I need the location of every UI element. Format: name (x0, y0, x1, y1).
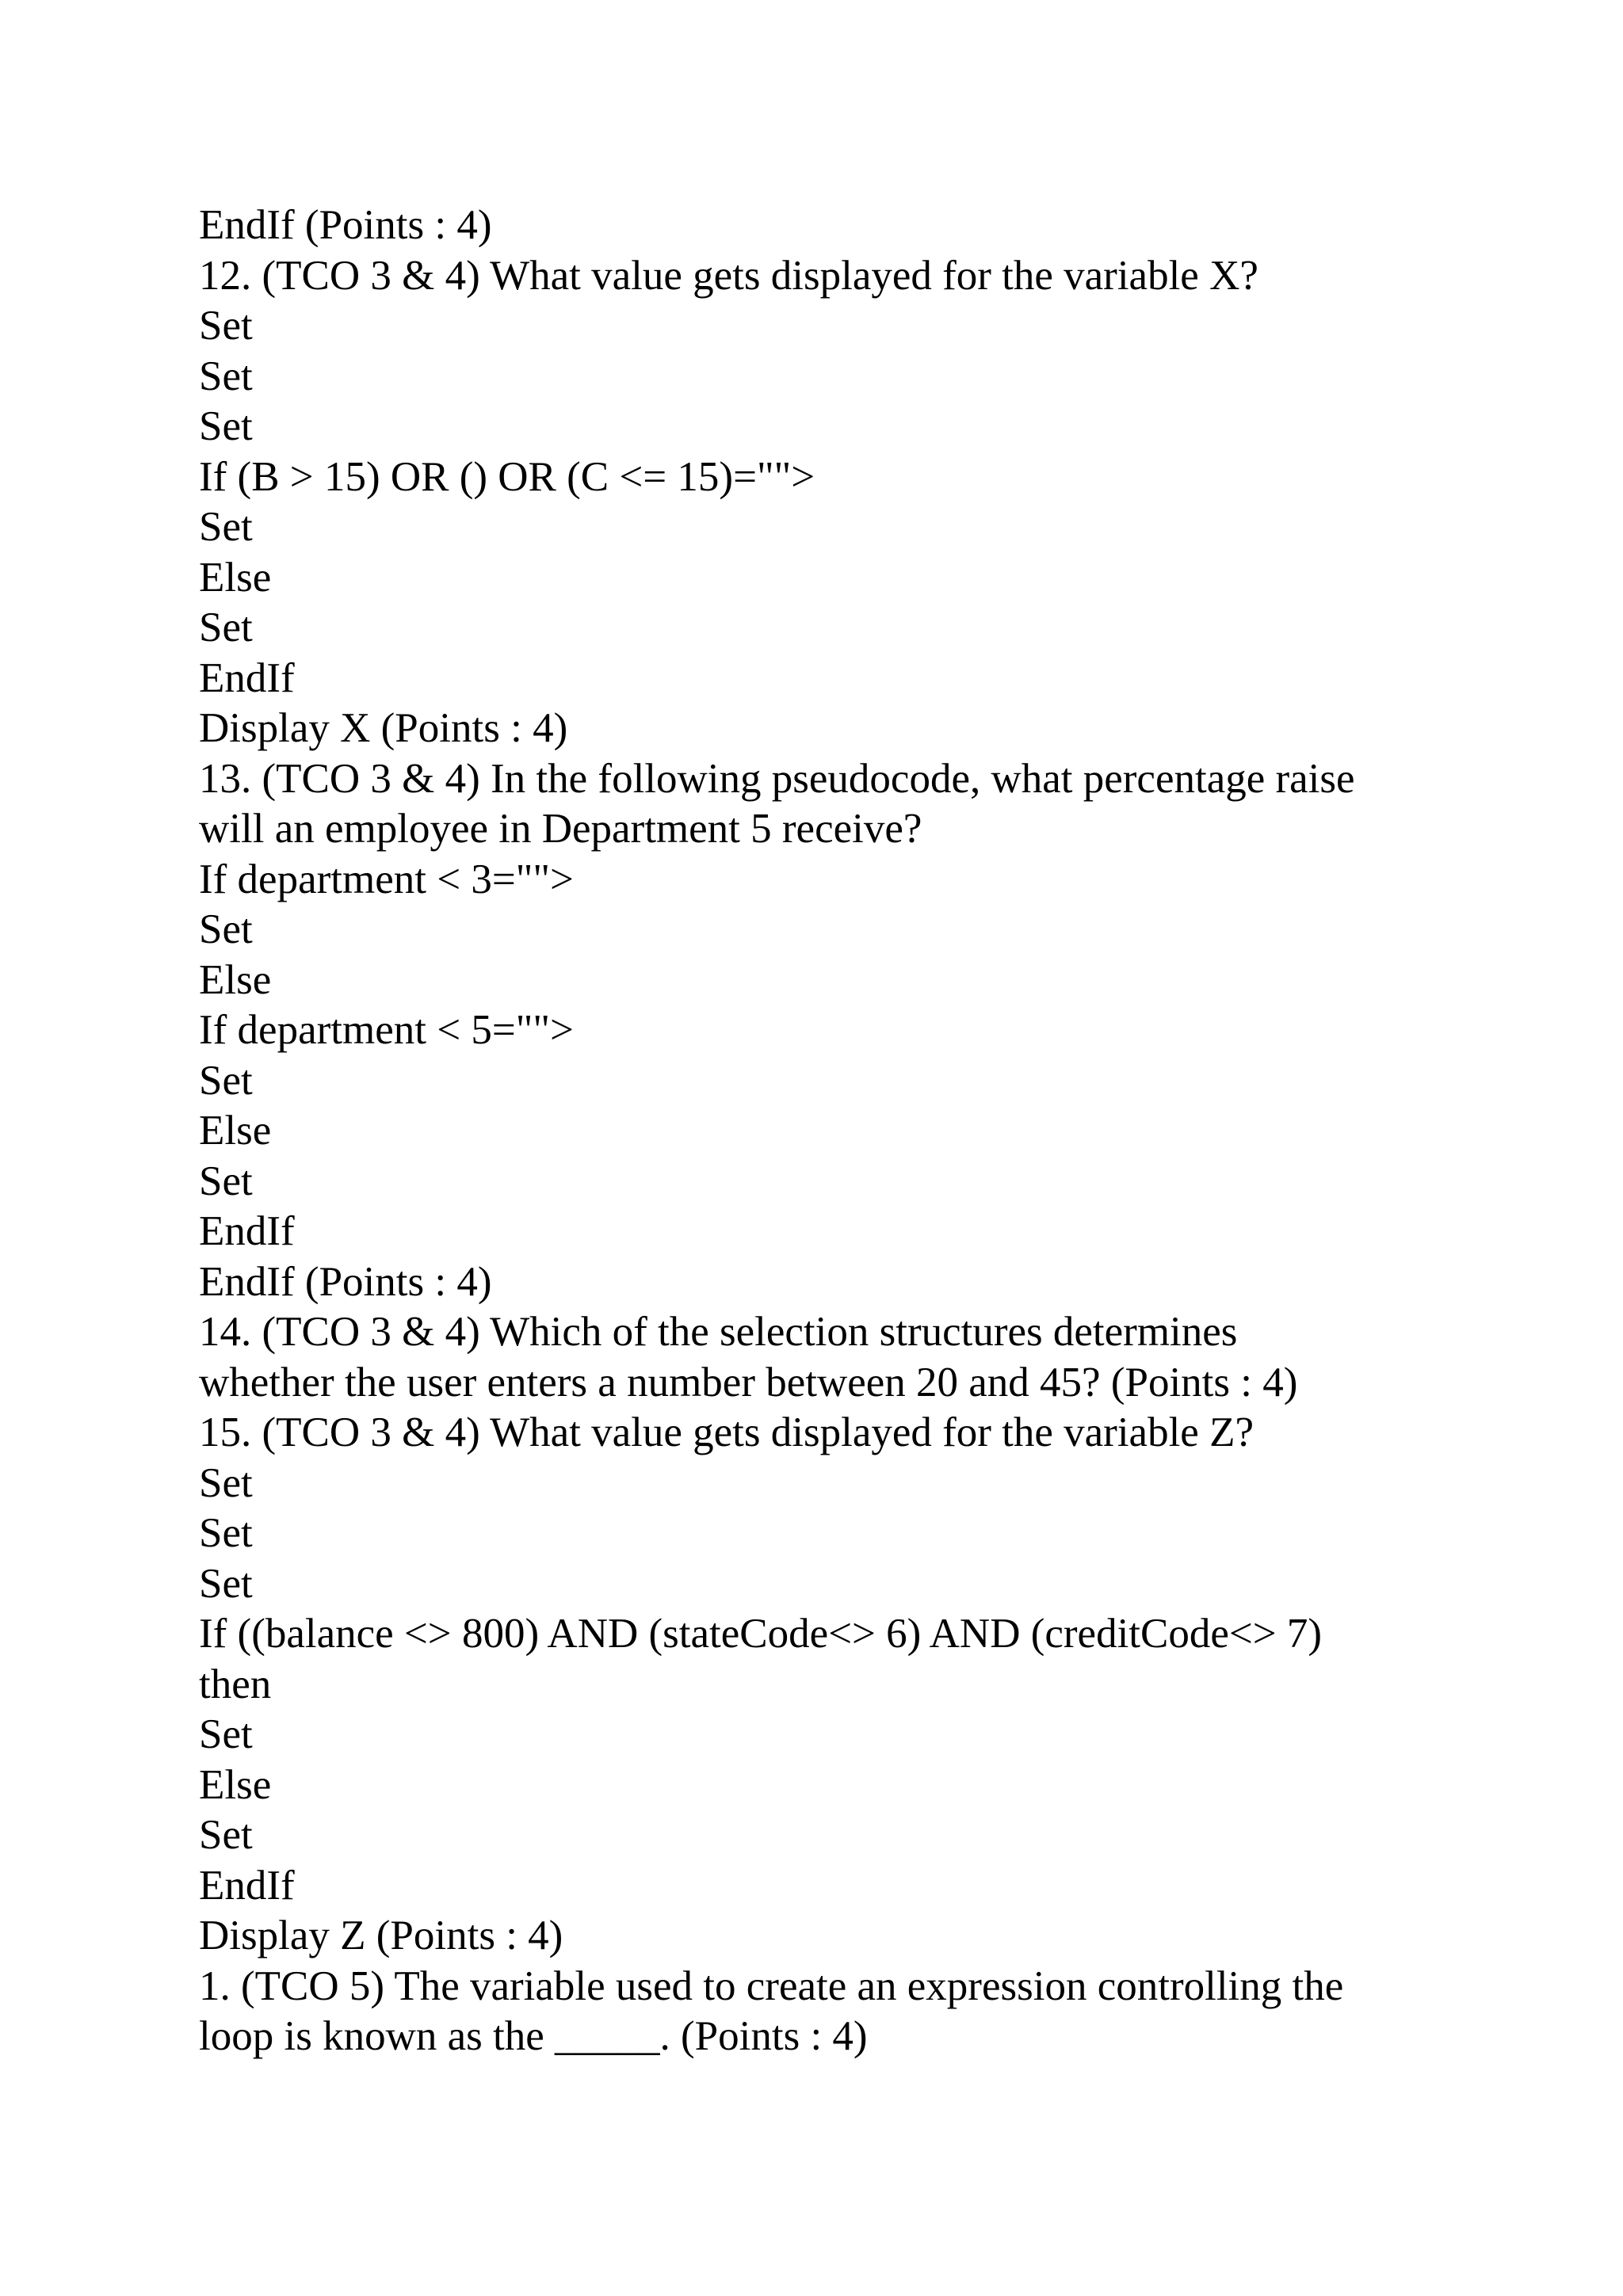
document-line: Else (199, 1761, 272, 1808)
question-15-heading: 15. (TCO 3 & 4) What value gets displayed for the variable Z? (199, 1409, 1254, 1455)
document-line: Set (199, 1711, 253, 1757)
document-line: Else (199, 956, 272, 1003)
document-line: Set (199, 1560, 253, 1607)
document-line: EndIf (199, 1208, 295, 1254)
document-line: Set (199, 906, 253, 952)
document-line: Set (199, 1057, 253, 1104)
question-1-heading: 1. (TCO 5) The variable used to create an expression controlling the (199, 1962, 1344, 2009)
document-text (199, 200, 1435, 2062)
document-line: Set (199, 353, 253, 399)
document-line: will an employee in Department 5 receive? (199, 806, 922, 852)
question-12-heading: 12. (TCO 3 & 4) What value gets displayed for the variable X? (199, 252, 1258, 299)
document-line: Set (199, 303, 253, 349)
document-line: Set (199, 605, 253, 650)
document-line: If department < 5=""> (199, 1007, 574, 1053)
document-line: Set (199, 1158, 253, 1204)
document-line: Set (199, 1812, 253, 1858)
question-14-heading: 14. (TCO 3 & 4) Which of the selection structures determines (199, 1309, 1238, 1355)
document-line: loop is known as the _____. (Points : 4) (199, 2013, 868, 2059)
document-line: Else (199, 554, 272, 601)
document-line: Set (199, 403, 253, 449)
document-line: then (199, 1661, 272, 1707)
document-line: Display Z (Points : 4) (199, 1913, 563, 1958)
document-line: If (B > 15) OR () OR (C <= 15)=""> (199, 453, 815, 500)
document-line: whether the user enters a number between 20 and 45? (Points : 4) (199, 1359, 1298, 1405)
document-line: Set (199, 504, 253, 550)
document-line: Else (199, 1108, 272, 1154)
document-line: Set (199, 1510, 253, 1556)
document-line: If department < 3=""> (199, 856, 574, 902)
document-line: EndIf (Points : 4) (199, 202, 492, 248)
document-line: Set (199, 1459, 253, 1506)
document-line: If ((balance <> 800) AND (stateCode<> 6) AND (creditCode<> 7) (199, 1611, 1323, 1657)
document-line: EndIf (Points : 4) (199, 1258, 492, 1305)
question-13-heading: 13. (TCO 3 & 4) In the following pseudocode, what percentage raise (199, 755, 1355, 802)
document-line: Display X (Points : 4) (199, 705, 568, 751)
document-line: EndIf (199, 1862, 295, 1909)
document-line: EndIf (199, 654, 295, 701)
